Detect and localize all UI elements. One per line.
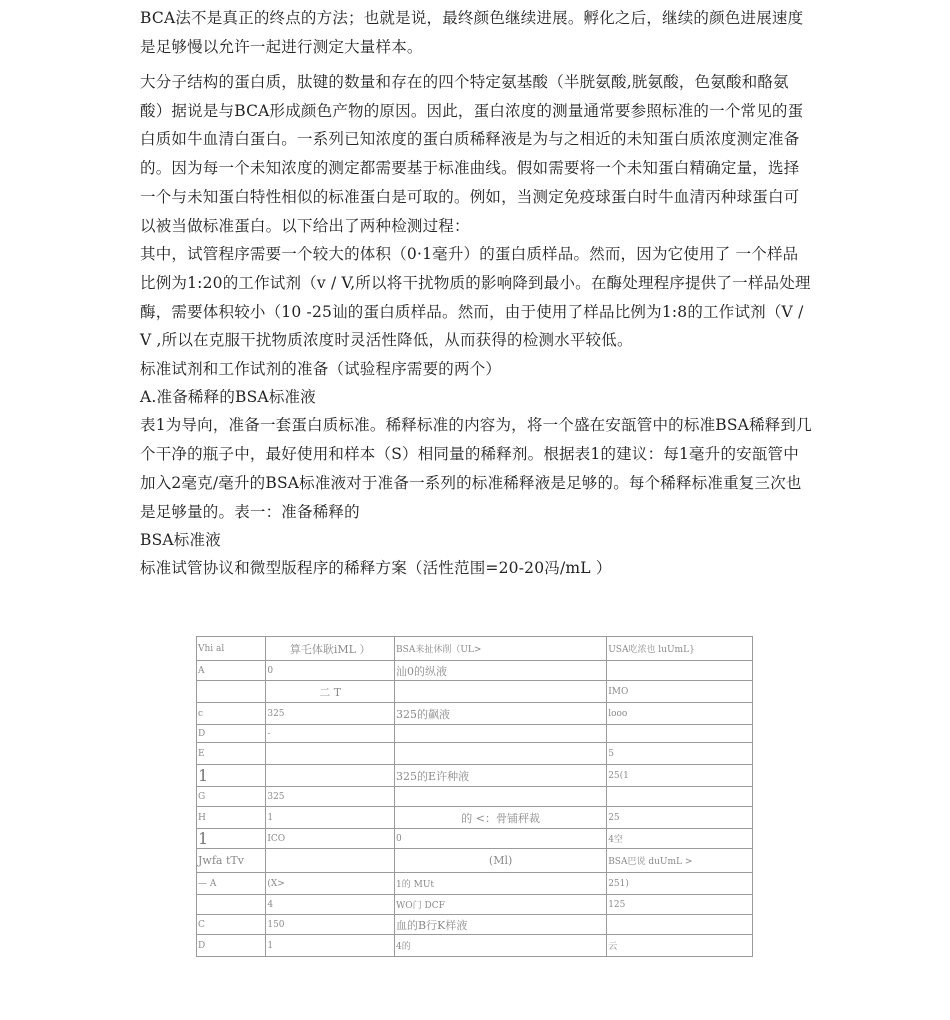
table-cell [395, 725, 607, 743]
table-row [197, 681, 753, 703]
table-row [197, 743, 753, 765]
table-cell: 4的 [395, 935, 607, 957]
table-cell: 云 [607, 935, 753, 957]
table-cell: Jwfa tTv [197, 849, 266, 873]
table-cell: IMO [607, 681, 753, 703]
table-cell [395, 743, 607, 765]
table-cell: 325的E许种液 [395, 765, 607, 787]
table-cell: 1 [197, 829, 266, 849]
section-heading-reagents: 标准试剂和工作试剂的准备（试验程序需要的两个） [140, 360, 502, 379]
table-cell: 325 [266, 787, 395, 807]
paragraph-bsa-standard: BSA标准液 [140, 531, 221, 550]
table-cell [607, 787, 753, 807]
paragraph-test-procedures: 其中，试管程序需要一个较大的体积（0·1毫升）的蛋白质样品。然而，因为它使用了 一个样品比例为1:20的工作试剂（v / V,所以将干扰物质的影响降到最小。在酶处理程序提供了一样品处理酶，需要体积较小（10 -25讪的蛋白质样品。然而，由于使用了样品比例为1:8的工作试剂（V / V ,所以在克服干扰物质浓度时灵活性降低，从而获得的检测水平较低。 [140, 245, 811, 350]
table-cell: D [197, 935, 266, 957]
paragraph-dilution-scheme: 标准试管协议和微型版程序的稀释方案（活性范围=20-20冯/mL ） [140, 559, 612, 578]
table-cell: 25 [607, 807, 753, 829]
table-cell: BSA来扯休削（UL> [395, 637, 607, 661]
table-cell: A [197, 661, 266, 681]
table-cell: 325 [266, 703, 395, 725]
table-cell: D [197, 725, 266, 743]
table-row [197, 935, 753, 957]
table-cell: 325的飙液 [395, 703, 607, 725]
table-row [197, 765, 753, 787]
table-cell: 251) [607, 873, 753, 895]
table-cell: 4空 [607, 829, 753, 849]
table-cell: G [197, 787, 266, 807]
table-cell: C [197, 915, 266, 935]
table-row [197, 703, 753, 725]
table-cell: 二 T [266, 681, 395, 703]
table-cell: 0 [395, 829, 607, 849]
table-cell: 的 <：骨铺秤裁 [395, 807, 607, 829]
table-row [197, 787, 753, 807]
table-cell [266, 743, 395, 765]
table-cell: WO门 DCF [395, 895, 607, 915]
table-cell [395, 681, 607, 703]
table-cell [395, 787, 607, 807]
table-cell: 1的 MUt [395, 873, 607, 895]
table-cell [266, 765, 395, 787]
table-cell: E [197, 743, 266, 765]
table-cell: 血的B行K样液 [395, 915, 607, 935]
table-cell: 125 [607, 895, 753, 915]
table-row [197, 725, 753, 743]
table-row [197, 915, 753, 935]
table-cell: USA吃浓也 luUmL} [607, 637, 753, 661]
table-row [197, 807, 753, 829]
table-cell [607, 915, 753, 935]
table-cell: 汕0的纵液 [395, 661, 607, 681]
table-cell: (Ml) [395, 849, 607, 873]
table-cell: 5 [607, 743, 753, 765]
table-row [197, 661, 753, 681]
paragraph-bca-endpoint: BCA法不是真正的终点的方法；也就是说，最终颜色继续进展。孵化之后，继续的颜色进展速度是足够慢以允许一起进行测定大量样本。 [140, 9, 804, 56]
paragraph-table-guide: 表1为导向，准备一套蛋白质标准。稀释标准的内容为，将一个盛在安瓿管中的标准BSA稀释到几个干净的瓶子中，最好使用和样本（S）相同量的稀释剂。根据表1的建议：每1毫升的安瓿管中加入2毫克/毫升的BSA标准液对于准备一系列的标准稀释液是足够的。每个稀释标准重复三次也是足够量的。表一：准备稀释的 [140, 416, 812, 521]
table-cell [607, 661, 753, 681]
table-cell [197, 681, 266, 703]
table-cell: 1 [266, 935, 395, 957]
table-cell [607, 725, 753, 743]
table-cell: 0 [266, 661, 395, 681]
table-cell: Vhi al [197, 637, 266, 661]
section-heading-bsa-standard: A.准备稀释的BSA标准液 [140, 388, 316, 407]
table-cell: H [197, 807, 266, 829]
table-cell: ICO [266, 829, 395, 849]
dilution-table [196, 636, 753, 957]
table-cell: c [197, 703, 266, 725]
table-cell: 1 [266, 807, 395, 829]
table-row [197, 849, 753, 873]
paragraph-protein-structure: 大分子结构的蛋白质，肽键的数量和存在的四个特定氨基酸（半胱氨酸,胱氨酸，色氨酸和酪氨酸）据说是与BCA形成颜色产物的原因。因此，蛋白浓度的测量通常要参照标准的一个常见的蛋白质如牛血清白蛋白。一系列已知浓度的蛋白质稀释液是为与之相近的未知蛋白质浓度测定准备的。因为每一个未知浓度的测定都需要基于标准曲线。假如需要将一个未知蛋白精确定量，选择一个与未知蛋白特性相似的标准蛋白是可取的。例如，当测定免疫球蛋白时牛血清丙种球蛋白可以被当做标准蛋白。以下给出了两种检测过程： [140, 73, 804, 235]
table-cell: 150 [266, 915, 395, 935]
table-cell: 4 [266, 895, 395, 915]
table-cell: 25(1 [607, 765, 753, 787]
body-text [140, 4, 812, 583]
table-cell [197, 895, 266, 915]
table-cell: — A [197, 873, 266, 895]
table-row [197, 637, 753, 661]
table-cell [266, 849, 395, 873]
table-cell: - [266, 725, 395, 743]
table-row [197, 895, 753, 915]
table-cell: BSA巴说 duUmL > [607, 849, 753, 873]
table-cell: (X> [266, 873, 395, 895]
table-row [197, 873, 753, 895]
table-cell: 算乇体耿iML ） [266, 637, 395, 661]
table-cell: 1 [197, 765, 266, 787]
table-cell: looo [607, 703, 753, 725]
table-row [197, 829, 753, 849]
